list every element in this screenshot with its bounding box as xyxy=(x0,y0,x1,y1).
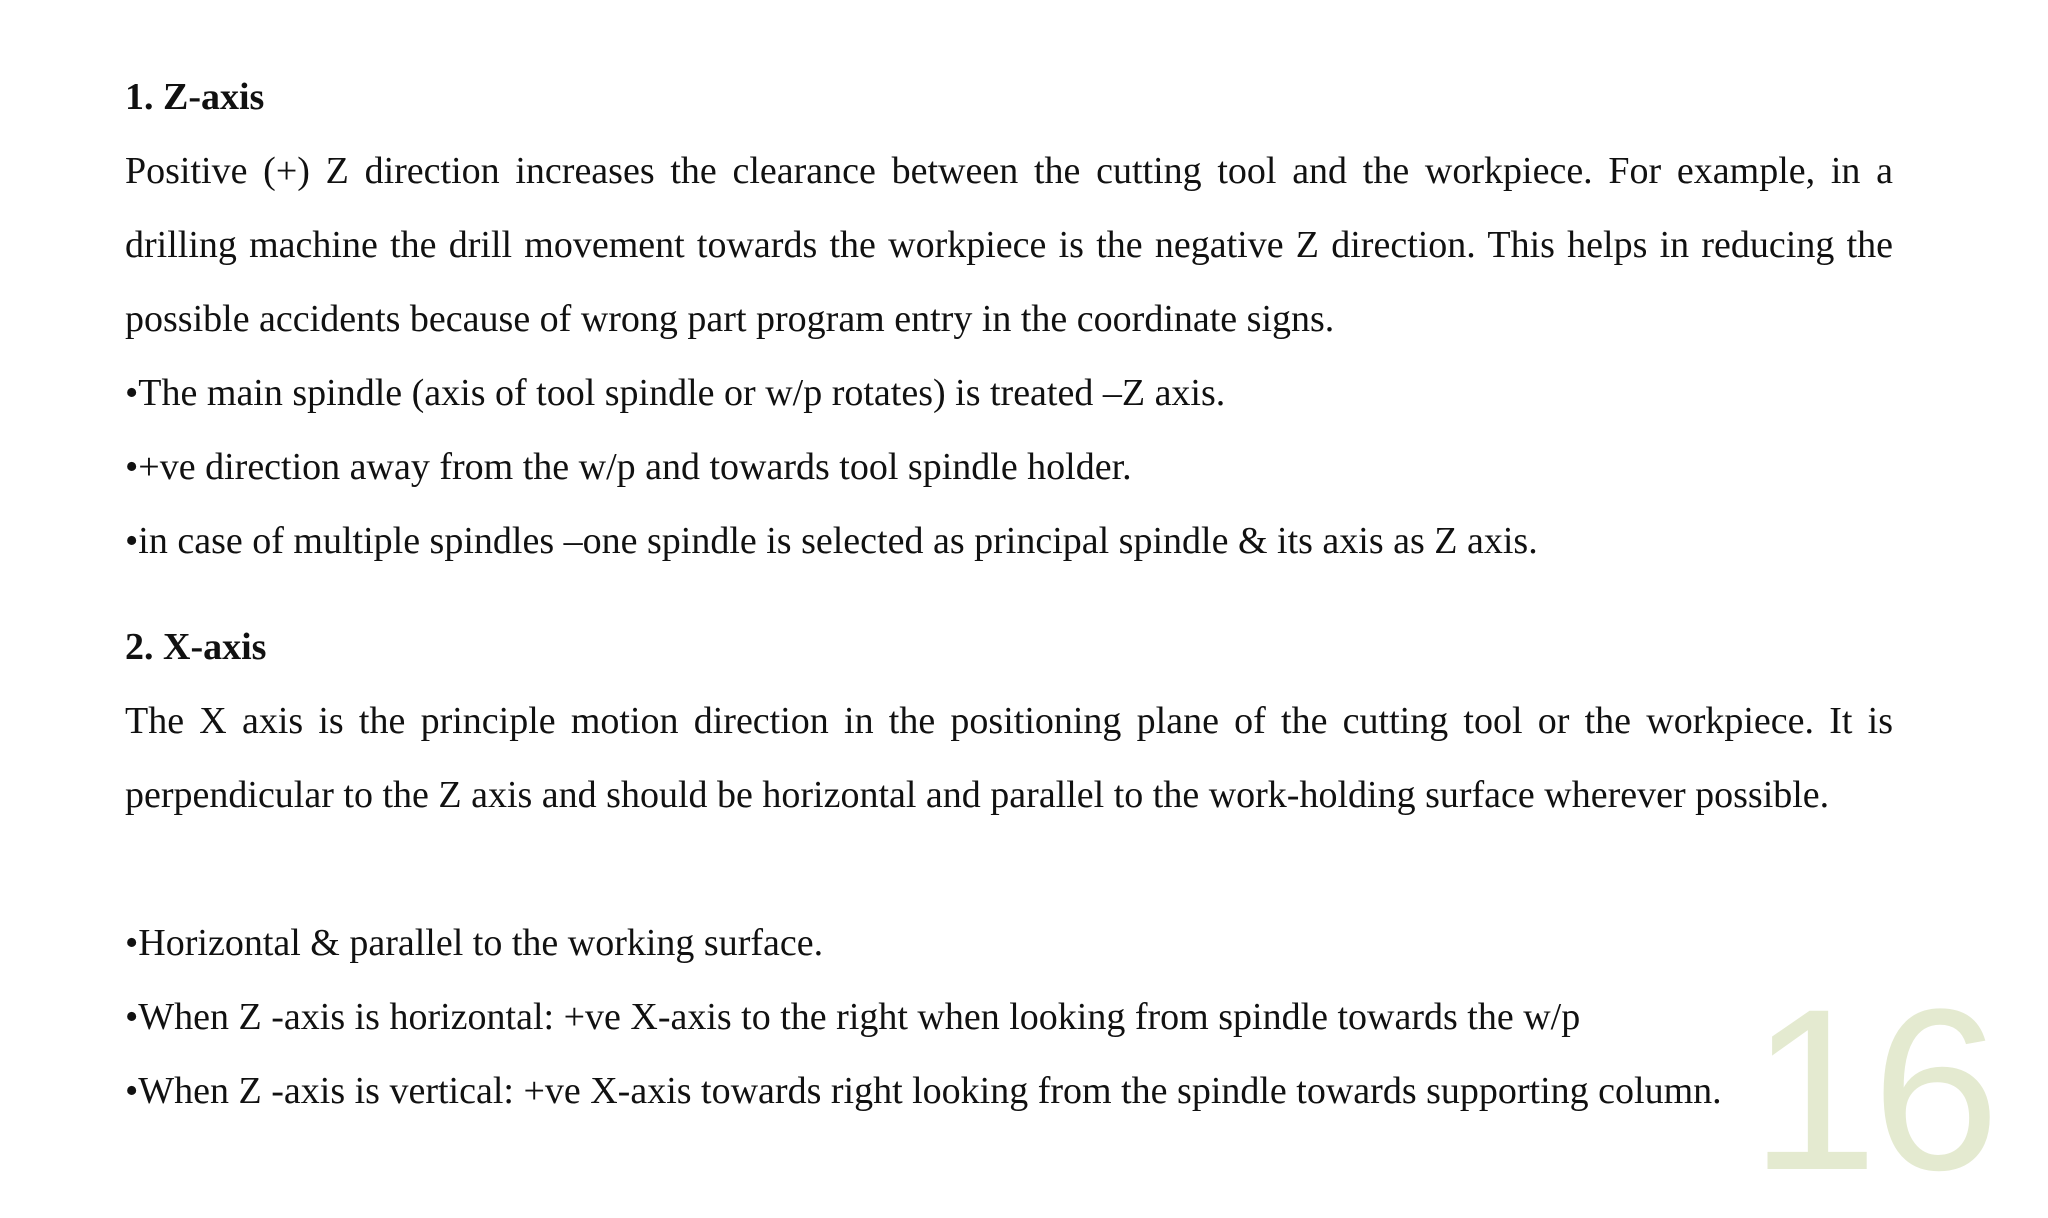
bullet-x-z-vertical: •When Z -axis is vertical: +ve X-axis towards right looking from the spindle towards supporting column. xyxy=(125,1070,1722,1112)
page-number: 16 xyxy=(1750,961,1994,1218)
section-paragraph-x-axis: The X axis is the principle motion direction in the positioning plane of the cutting tool or the workpiece. It is perpendicular to the Z axis and should be horizontal and parallel to the work-holding surface wherever possible. xyxy=(125,700,1893,816)
section-heading-z-axis: 1. Z-axis xyxy=(125,76,265,118)
bullet-x-z-horizontal: •When Z -axis is horizontal: +ve X-axis to the right when looking from spindle towards the w/p xyxy=(125,996,1581,1038)
section-heading-x-axis: 2. X-axis xyxy=(125,626,267,668)
bullet-z-multiple-spindles: •in case of multiple spindles –one spindle is selected as principal spindle & its axis as Z axis. xyxy=(125,520,1538,562)
bullet-z-main-spindle: •The main spindle (axis of tool spindle or w/p rotates) is treated –Z axis. xyxy=(125,372,1226,414)
bullet-z-positive-direction: •+ve direction away from the w/p and towards tool spindle holder. xyxy=(125,446,1132,488)
section-paragraph-z-axis: Positive (+) Z direction increases the clearance between the cutting tool and the workpiece. For example, in a drilling machine the drill movement towards the workpiece is the negative Z direction. This helps in reducing the possible accidents because of wrong part program entry in the coordinate signs. xyxy=(125,150,1893,340)
bullet-x-horizontal-parallel: •Horizontal & parallel to the working surface. xyxy=(125,922,824,964)
